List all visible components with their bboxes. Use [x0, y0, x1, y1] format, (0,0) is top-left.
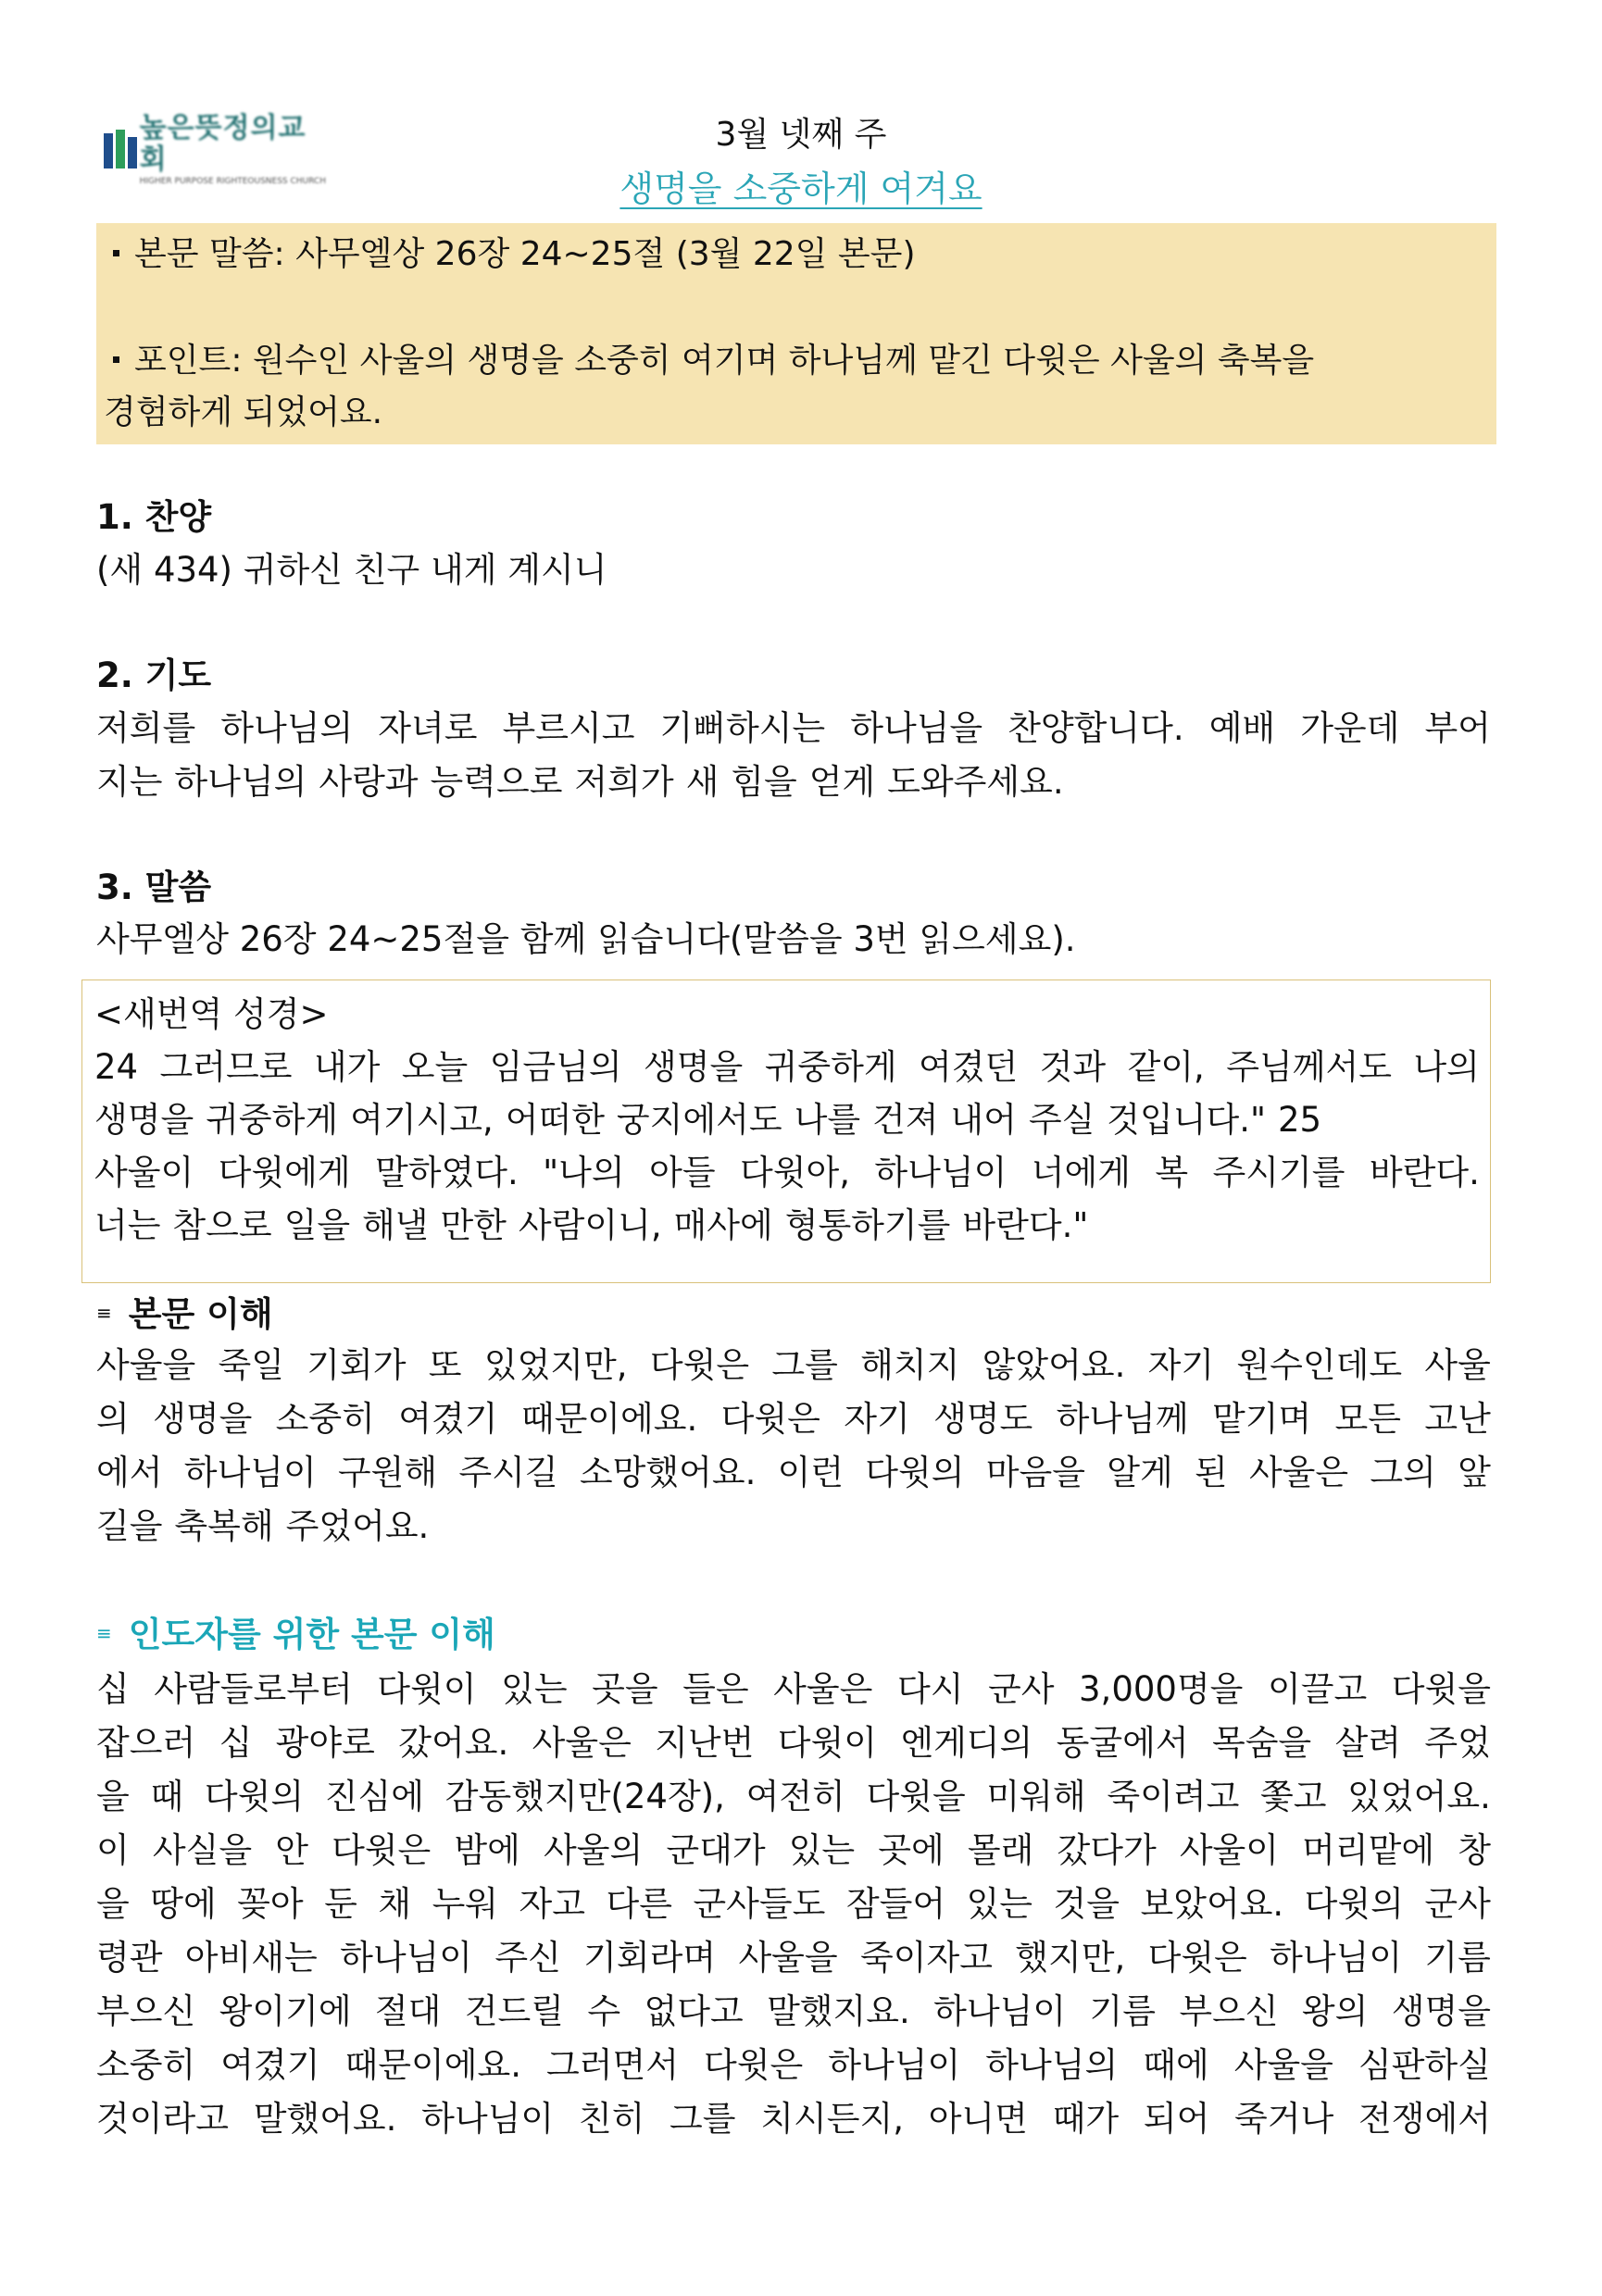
praise-body: (새 434) 귀하신 친구 내게 계시니: [96, 550, 607, 590]
summary-point-continued: 경험하게 되었어요.: [104, 393, 383, 431]
text-line: 너는 참으로 일을 해낼 만한 사람이니, 매사에 형통하기를 바란다.": [94, 1205, 1089, 1245]
text-line: 이 사실을 안 다윗은 밤에 사울의 군대가 있는 곳에 몰래 갔다가 사울이 머리맡에 창: [96, 1830, 1491, 1870]
summary-box: [96, 223, 1496, 444]
summary-text-label: 본문 말씀: 사무엘상 26장 24~25절 (3월 22일 본문): [104, 229, 916, 281]
text-line: 저희를 하나님의 자녀로 부르시고 기뻐하시는 하나님을 찬양합니다. 예배 가운데 부어: [96, 708, 1491, 748]
bible-passage: [94, 988, 1480, 1252]
summary-point: 포인트: 원수인 사울의 생명을 소중히 여기며 하나님께 맡긴 다윗은 사울의 축복을: [104, 335, 1314, 387]
section-heading-word: 3. 말씀: [96, 867, 212, 907]
text-line: 길을 축복해 주었어요.: [96, 1506, 430, 1546]
logo-subtext: HIGHER PURPOSE RIGHTEOUSNESS CHURCH: [139, 177, 326, 186]
list-marker-icon: ≡: [96, 1621, 112, 1644]
text-line: 에서 하나님이 구원해 주시길 소망했어요. 이런 다윗의 마음을 알게 된 사울은 그의 앞: [96, 1453, 1491, 1492]
word-intro: 사무엘상 26장 24~25절을 함께 읽습니다(말씀을 3번 읽으세요).: [96, 919, 1076, 959]
logo-text: 높은뜻정의교회: [139, 112, 307, 176]
prayer-body: [96, 702, 1491, 809]
leader-body: [96, 1663, 1491, 2146]
section-heading-leader: ≡ 인도자를 위한 본문 이해: [96, 1609, 495, 1663]
bible-version-label: <새번역 성경>: [94, 994, 329, 1034]
text-line: 을 땅에 꽂아 둔 채 누워 자고 다른 군사들도 잠들어 있는 것을 보았어요. 다윗의 군사: [96, 1884, 1491, 1924]
section-heading-praise: 1. 찬양: [96, 497, 212, 537]
list-marker-icon: ≡: [96, 1301, 112, 1324]
understanding-body: [96, 1339, 1491, 1554]
text-line: 사울이 다윗에게 말하였다. "나의 아들 다윗아, 하나님이 너에게 복 주시기를 바란다.: [94, 1153, 1480, 1192]
text-line: 십 사람들로부터 다윗이 있는 곳을 들은 사울은 다시 군사 3,000명을 이끌고 다윗을: [96, 1669, 1491, 1709]
text-line: 24 그러므로 내가 오늘 임금님의 생명을 귀중하게 여겼던 것과 같이, 주님께서도 나의: [94, 1047, 1480, 1087]
text-line: 의 생명을 소중히 여겼기 때문이에요. 다윗은 자기 생명도 하나님께 맡기며 모든 고난: [96, 1399, 1491, 1439]
text-line: 을 때 다윗의 진심에 감동했지만(24장), 여전히 다윗을 미워해 죽이려고 쫓고 있었어요.: [96, 1777, 1491, 1816]
week-label: 3월 넷째 주: [715, 116, 887, 154]
section-heading-prayer: 2. 기도: [96, 655, 212, 695]
square-bullet-icon: [113, 250, 119, 256]
bible-passage-box: [81, 980, 1491, 1283]
text-line: 것이라고 말했어요. 하나님이 친히 그를 치시든지, 아니면 때가 되어 죽거나 전쟁에서: [96, 2099, 1491, 2139]
text-line: 소중히 여겼기 때문이에요. 그러면서 다윗은 하나님이 하나님의 때에 사울을 심판하실: [96, 2045, 1491, 2085]
section-heading-understanding: ≡ 본문 이해: [96, 1289, 273, 1342]
page-title: 생명을 소중하게 여겨요: [620, 168, 982, 209]
text-line: 지는 하나님의 사랑과 능력으로 저희가 새 힘을 얻게 도와주세요.: [96, 762, 1064, 802]
text-line: 잡으러 십 광야로 갔어요. 사울은 지난번 다윗이 엔게디의 동굴에서 목숨을 살려 주었: [96, 1723, 1491, 1763]
text-line: 사울을 죽일 기회가 또 있었지만, 다윗은 그를 해치지 않았어요. 자기 원수인데도 사울: [96, 1345, 1491, 1385]
square-bullet-icon: [113, 356, 119, 363]
text-line: 부으신 왕이기에 절대 건드릴 수 없다고 말했지요. 하나님이 기름 부으신 왕의 생명을: [96, 1991, 1491, 2031]
text-line: 령관 아비새는 하나님이 주신 기회라며 사울을 죽이자고 했지만, 다윗은 하나님이 기름: [96, 1938, 1491, 1978]
text-line: 생명을 귀중하게 여기시고, 어떠한 궁지에서도 나를 건져 내어 주실 것입니다." 25: [94, 1100, 1322, 1140]
